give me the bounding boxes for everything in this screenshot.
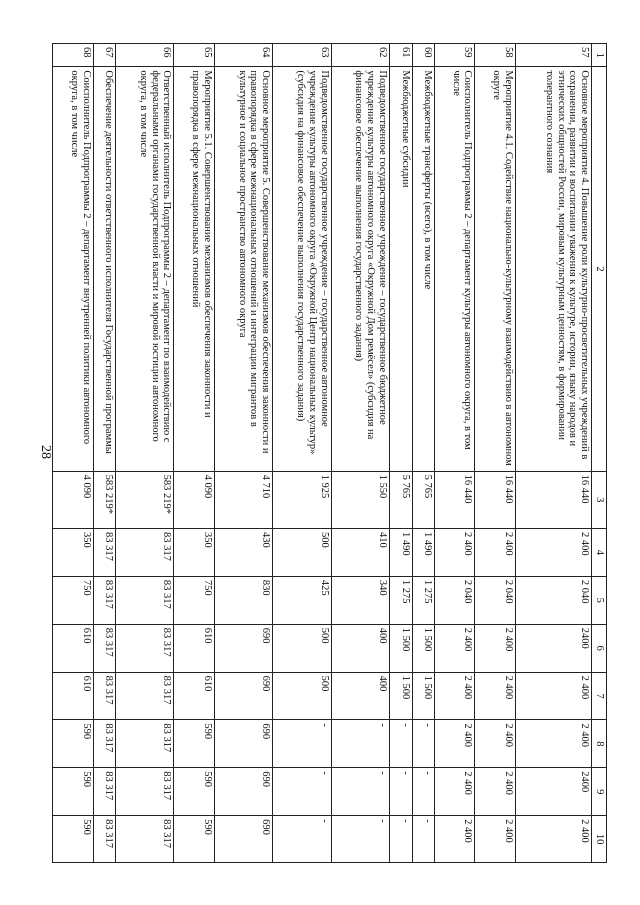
table-body (53, 44, 592, 863)
value-cell: 400 (331, 624, 389, 672)
value-cell: - (331, 720, 389, 768)
table-row (273, 44, 331, 863)
row-number: 62 (331, 44, 389, 67)
row-number: 57 (515, 44, 591, 67)
value-cell: 410 (331, 528, 389, 576)
table-row (390, 44, 413, 863)
row-description: Основное мероприятие 5. Совершенствование механизмов обеспечения законности и правопорядка в сфере межнациональных отношений и интеграции мигрантов в культурное и социальное пространство автономного округа (214, 67, 272, 471)
value-cell: 4 090 (174, 471, 214, 528)
col-header-5: 5 (592, 576, 607, 624)
value-cell: 83 317 (93, 768, 116, 816)
value-cell: 583 219* (93, 471, 116, 528)
value-cell: 2 400 (515, 528, 591, 576)
rotated-table-container (52, 43, 607, 863)
value-cell: 1 500 (412, 672, 435, 720)
table-row (116, 44, 174, 863)
value-cell: 610 (174, 672, 214, 720)
value-cell: 2 400 (475, 768, 515, 816)
row-description: Мероприятие 5.1. Совершенствование механизмов обеспечения законности и правопорядка в сфере межнациональных отношений (174, 67, 214, 471)
value-cell: 2 040 (515, 576, 591, 624)
value-cell: - (331, 816, 389, 863)
row-number: 64 (214, 44, 272, 67)
col-header-10: 10 (592, 816, 607, 863)
value-cell: 350 (174, 528, 214, 576)
value-cell: 340 (331, 576, 389, 624)
value-cell: 2 400 (435, 816, 475, 863)
value-cell: 2 400 (515, 672, 591, 720)
row-description: Основное мероприятие 4. Повышение роли культурно-просветительных учреждений в сохранении, развитии и воспитании уважения к культуре, истории, языку народов и этнических общностей России, мировым культурным ценностям, в формировании толерантного сознания (515, 67, 591, 471)
col-header-9: 9 (592, 768, 607, 816)
row-description: Соисполнитель Подпрограммы 2 – департамент внутренней политики автономного округа, в том числе (53, 67, 94, 471)
row-description: Межбюджетные субсидии (390, 67, 413, 471)
value-cell: 690 (214, 816, 272, 863)
value-cell: - (273, 768, 331, 816)
row-number: 66 (116, 44, 174, 67)
value-cell: 1 275 (412, 576, 435, 624)
value-cell: 1 925 (273, 471, 331, 528)
value-cell: 2400 (515, 768, 591, 816)
value-cell: 590 (53, 768, 94, 816)
value-cell: 1 490 (390, 528, 413, 576)
value-cell: 2 400 (475, 624, 515, 672)
value-cell: 83 317 (93, 624, 116, 672)
value-cell: 83 317 (93, 528, 116, 576)
value-cell: 83 317 (93, 672, 116, 720)
value-cell: 2 400 (435, 720, 475, 768)
value-cell: 1 490 (412, 528, 435, 576)
value-cell: 610 (53, 672, 94, 720)
value-cell: 425 (273, 576, 331, 624)
value-cell: 690 (214, 720, 272, 768)
value-cell: 590 (53, 720, 94, 768)
value-cell: 16 440 (515, 471, 591, 528)
table-row (412, 44, 435, 863)
value-cell: 1 275 (390, 576, 413, 624)
value-cell: 4 710 (214, 471, 272, 528)
row-description: Подведомственное государственное учреждение – государственное бюджетное учреждение культуры автономного округа «Окружной Дом ремёсел» (субсидия на финансовое обеспечение выполнения государственного задания) (331, 67, 389, 471)
value-cell: - (390, 720, 413, 768)
row-number: 68 (53, 44, 94, 67)
value-cell: - (273, 720, 331, 768)
value-cell: 590 (53, 816, 94, 863)
value-cell: 500 (273, 528, 331, 576)
row-number: 63 (273, 44, 331, 67)
budget-table (52, 43, 607, 863)
value-cell: 2 400 (475, 816, 515, 863)
value-cell: - (390, 816, 413, 863)
col-header-3: 3 (592, 471, 607, 528)
row-number: 61 (390, 44, 413, 67)
value-cell: - (412, 816, 435, 863)
table-row (515, 44, 591, 863)
value-cell: 83 317 (116, 768, 174, 816)
value-cell: 1 550 (331, 471, 389, 528)
value-cell: 690 (214, 768, 272, 816)
value-cell: - (390, 768, 413, 816)
row-description: Мероприятие 4.1. Содействие национально-культурному взаимодействию в автономном округе (475, 67, 515, 471)
value-cell: - (412, 720, 435, 768)
value-cell: 5 765 (412, 471, 435, 528)
value-cell: 4 090 (53, 471, 94, 528)
value-cell: 1 500 (390, 624, 413, 672)
value-cell: 610 (174, 624, 214, 672)
value-cell: 83 317 (93, 816, 116, 863)
value-cell: 430 (214, 528, 272, 576)
row-description: Ответственный исполнитель Подпрограммы 2 – департамент по взаимодействию с федеральными органами государственной власти и мировой юстиции автономного округа, в том числе (116, 67, 174, 471)
col-header-2: 2 (592, 67, 607, 471)
value-cell: 83 317 (116, 624, 174, 672)
value-cell: 2 400 (475, 672, 515, 720)
value-cell: - (331, 768, 389, 816)
value-cell: 590 (174, 720, 214, 768)
value-cell: 2 400 (475, 720, 515, 768)
value-cell: 83 317 (116, 576, 174, 624)
col-header-7: 7 (592, 672, 607, 720)
value-cell: 2 400 (515, 816, 591, 863)
value-cell: 583 219* (116, 471, 174, 528)
value-cell: 83 317 (93, 576, 116, 624)
value-cell: 83 317 (116, 816, 174, 863)
value-cell: 750 (53, 576, 94, 624)
table-row (435, 44, 475, 863)
value-cell: 590 (174, 768, 214, 816)
value-cell: 5 765 (390, 471, 413, 528)
value-cell: 2 040 (475, 576, 515, 624)
value-cell: - (412, 768, 435, 816)
row-number: 58 (475, 44, 515, 67)
row-number: 67 (93, 44, 116, 67)
table-row (174, 44, 214, 863)
value-cell: 610 (53, 624, 94, 672)
header-row (592, 44, 607, 863)
value-cell: 1 500 (412, 624, 435, 672)
value-cell: 83 317 (116, 528, 174, 576)
value-cell: 2 040 (435, 576, 475, 624)
value-cell: 16 440 (435, 471, 475, 528)
value-cell: 1 500 (390, 672, 413, 720)
table-row (214, 44, 272, 863)
value-cell: 2 400 (435, 528, 475, 576)
row-number: 65 (174, 44, 214, 67)
row-number: 60 (412, 44, 435, 67)
row-number: 59 (435, 44, 475, 67)
value-cell: 500 (273, 672, 331, 720)
col-header-6: 6 (592, 624, 607, 672)
col-header-8: 8 (592, 720, 607, 768)
value-cell: - (273, 816, 331, 863)
table-row (53, 44, 94, 863)
value-cell: 16 440 (475, 471, 515, 528)
value-cell: 83 317 (116, 720, 174, 768)
value-cell: 2 400 (515, 720, 591, 768)
value-cell: 690 (214, 672, 272, 720)
row-description: Подведомственное государственное учреждение – государственное автономное учреждение культуры автономного округа «Окружной Центр национальных культур» (субсидия на финансовое обеспечение выполнения государственного задания) (273, 67, 331, 471)
value-cell: 2 400 (435, 624, 475, 672)
value-cell: 830 (214, 576, 272, 624)
row-description: Обеспечение деятельности ответственного исполнителя Государственной программы (93, 67, 116, 471)
table-row (331, 44, 389, 863)
value-cell: 750 (174, 576, 214, 624)
value-cell: 500 (273, 624, 331, 672)
table-row (475, 44, 515, 863)
value-cell: 83 317 (116, 672, 174, 720)
value-cell: 2 400 (435, 768, 475, 816)
col-header-1: 1 (592, 44, 607, 67)
page-number: 28 (38, 445, 53, 459)
value-cell: 2400 (515, 624, 591, 672)
value-cell: 2 400 (475, 528, 515, 576)
value-cell: 2 400 (435, 672, 475, 720)
row-description: Межбюджетные трансферты (всего), в том числе (412, 67, 435, 471)
value-cell: 690 (214, 624, 272, 672)
value-cell: 590 (174, 816, 214, 863)
row-description: Соисполнитель Подпрограммы 2 – департамент культуры автономного округа, в том числе (435, 67, 475, 471)
value-cell: 350 (53, 528, 94, 576)
col-header-4: 4 (592, 528, 607, 576)
value-cell: 400 (331, 672, 389, 720)
value-cell: 83 317 (93, 720, 116, 768)
table-row (93, 44, 116, 863)
